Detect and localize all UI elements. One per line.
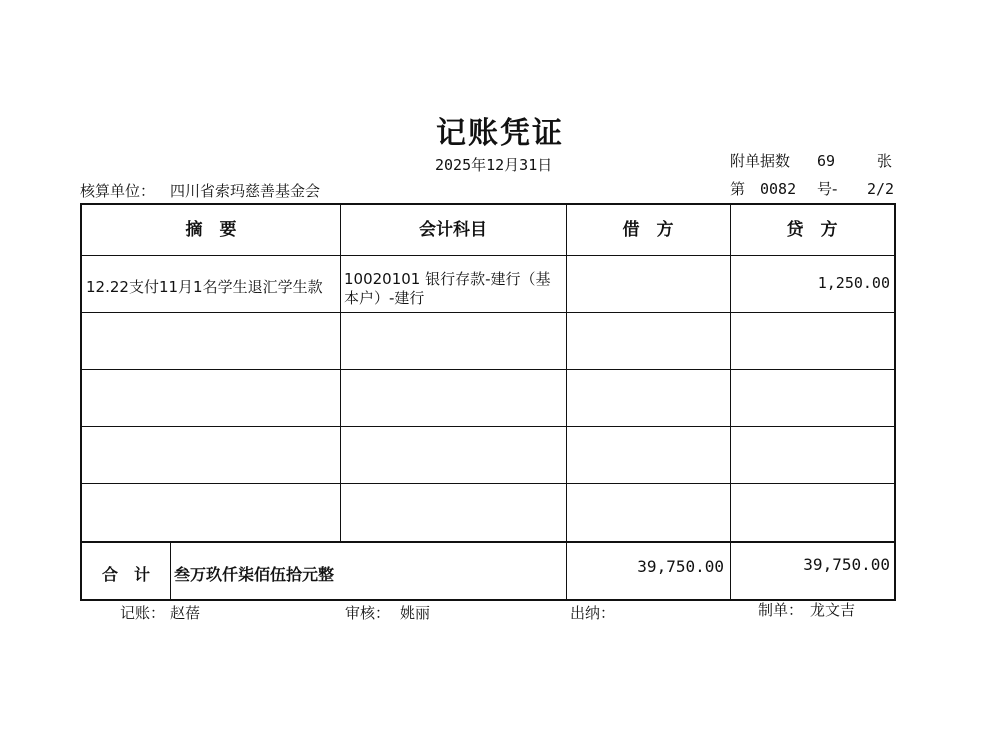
voucher-page: 2/2 xyxy=(867,180,895,198)
preparer-name: 龙文吉 xyxy=(810,601,856,619)
total-credit: 39,750.00 xyxy=(803,555,890,574)
total-amount-words: 叁万玖仟柒佰伍拾元整 xyxy=(174,565,335,584)
total-label: 合 计 xyxy=(101,565,150,584)
table-rule xyxy=(82,369,894,370)
table-rule xyxy=(82,426,894,427)
entry-summary: 12.22支付11月1名学生退汇学生款 xyxy=(86,278,323,296)
auditor-name: 姚丽 xyxy=(400,604,431,622)
table-column-rule xyxy=(566,205,567,599)
attachments-count: 69 xyxy=(817,152,836,170)
table-column-rule xyxy=(340,205,341,541)
voucher-number-suffix: 号- xyxy=(817,180,838,198)
header-debit: 借 方 xyxy=(622,220,674,240)
bookkeeper-label: 记账： xyxy=(120,604,166,622)
attachments-unit: 张 xyxy=(877,152,893,170)
table-rule xyxy=(82,541,894,543)
total-debit: 39,750.00 xyxy=(637,557,724,576)
header-account: 会计科目 xyxy=(419,220,487,240)
table-rule xyxy=(82,312,894,313)
accounting-unit-label: 核算单位： xyxy=(80,182,156,200)
table-rule xyxy=(82,483,894,484)
voucher-table xyxy=(80,203,896,601)
entry-account-line1: 10020101 银行存款-建行（基 xyxy=(344,270,551,288)
table-column-rule xyxy=(170,541,171,599)
voucher-number: 0082 xyxy=(760,180,797,198)
voucher-date: 2025年12月31日 xyxy=(435,156,553,174)
bookkeeper-name: 赵蓓 xyxy=(170,604,201,622)
voucher-title: 记账凭证 xyxy=(436,116,564,151)
accounting-unit-name: 四川省索玛慈善基金会 xyxy=(170,182,321,200)
voucher-number-prefix: 第 xyxy=(730,180,746,198)
attachments-label: 附单据数 xyxy=(730,152,791,170)
entry-credit: 1,250.00 xyxy=(817,274,890,292)
header-summary: 摘 要 xyxy=(185,220,237,240)
cashier-label: 出纳： xyxy=(570,604,616,622)
auditor-label: 审核： xyxy=(345,604,391,622)
entry-account-line2: 本户）-建行 xyxy=(344,289,425,307)
preparer-label: 制单： xyxy=(758,601,804,619)
table-rule xyxy=(82,255,894,256)
table-column-rule xyxy=(730,205,731,599)
header-credit: 贷 方 xyxy=(786,220,838,240)
